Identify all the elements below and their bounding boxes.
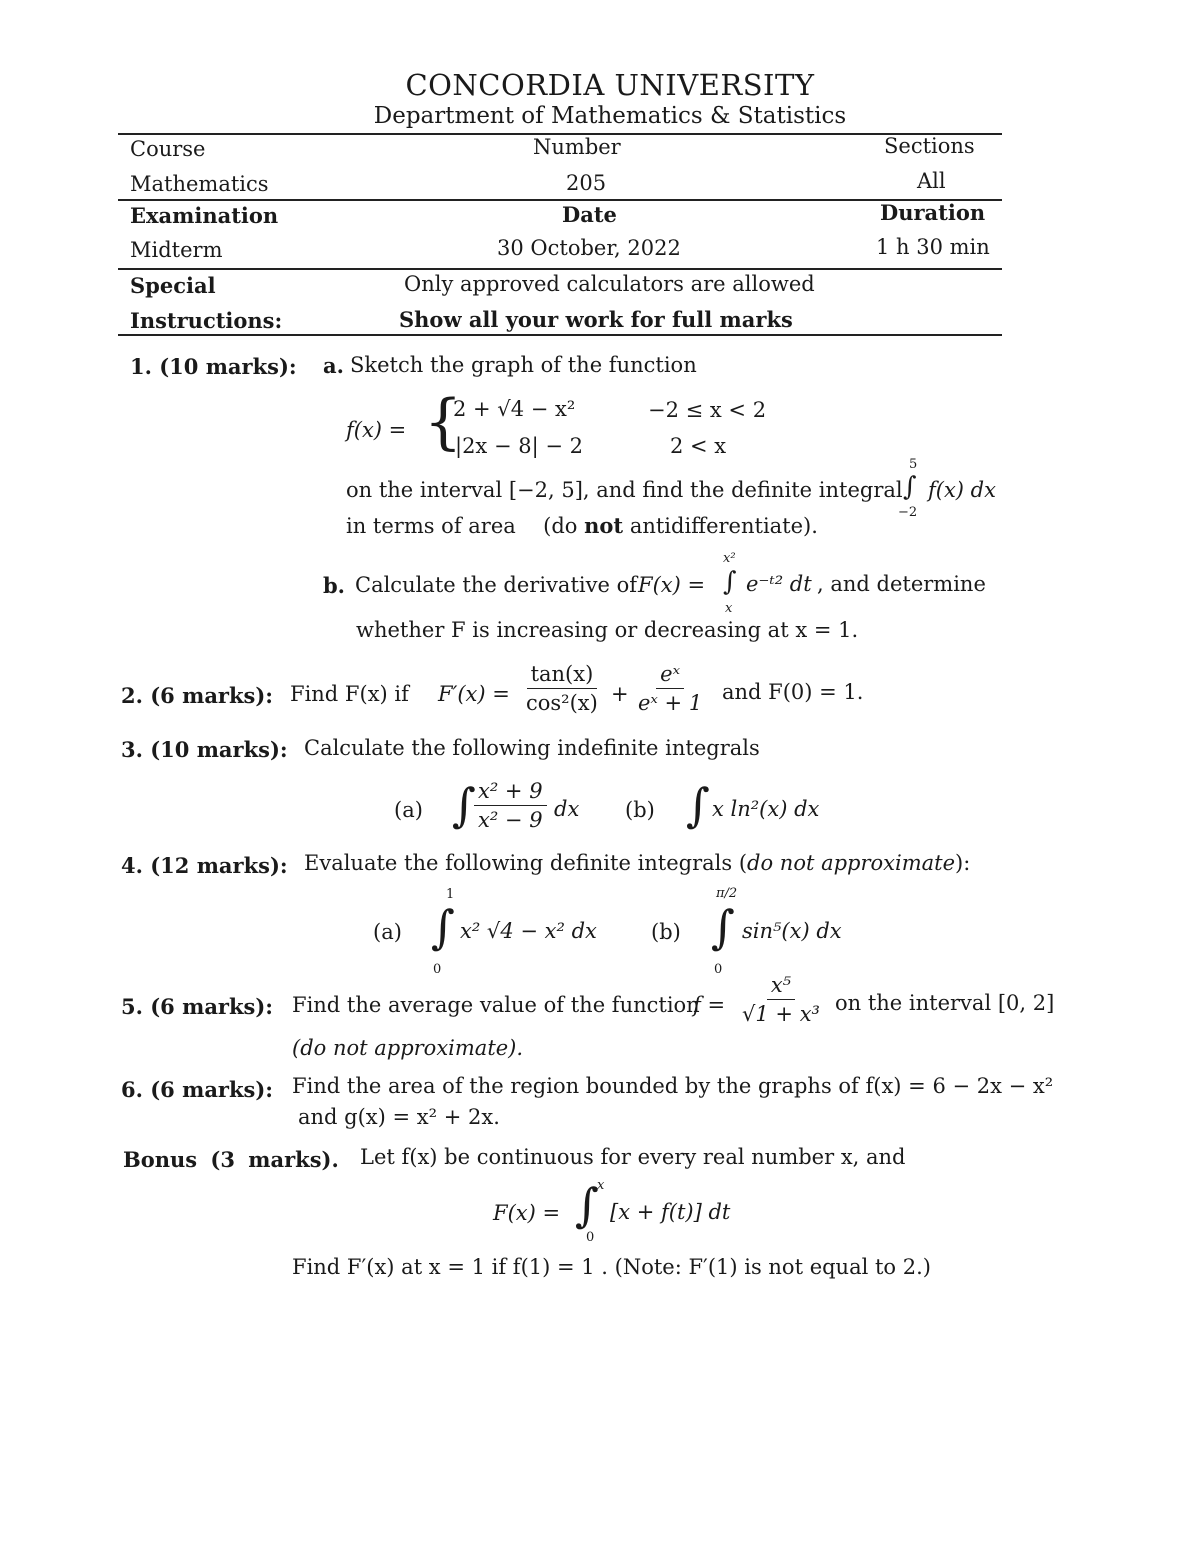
q2-text-1: Find F(x) if [290,682,409,706]
q4-b-body: sin⁵(x) dx [742,919,842,943]
q3-label: 3. (10 marks): [121,737,288,762]
bonus-upper: x [597,1178,605,1193]
q1-interval-text: on the interval [−2, 5], and find the definite integral [346,478,903,502]
q3-a-label: (a) [394,798,423,822]
header-sections: Sections [884,134,975,158]
q1-label: 1. (10 marks): [130,354,297,379]
q1-part-b-label: b. [323,573,345,598]
header-date: Date [562,202,617,227]
bonus-label: Bonus (3 marks). [123,1147,339,1172]
q5-text-1: Find the average value of the function [292,993,700,1017]
q1-integral-upper: 5 [909,457,918,472]
q4-b-integral-sign: ∫ [711,900,735,954]
q1-part-b-integral-sign: ∫ [723,567,737,597]
q4-a-integral-sign: ∫ [431,900,455,954]
q1-case2-expr: |2x − 8| − 2 [455,434,583,458]
bonus-integrand: [x + f(t)] dt [610,1200,731,1224]
q1-area-text-3: antidifferentiate). [629,514,818,538]
q1-part-b-integrand: e⁻ᵗ² dt [746,572,812,596]
q4-a-lower: 0 [433,962,442,977]
q2-text-2: and F(0) = 1. [722,680,864,704]
q1-area-text-2: (do [543,514,578,538]
q5-den: √1 + x³ [742,1002,820,1026]
q2-frac2 [634,662,706,715]
q5-text-2: on the interval [0, 2] [835,991,1055,1015]
value-date: 30 October, 2022 [497,236,681,260]
department-title: Department of Mathematics & Statistics [373,103,847,129]
q3-a-integral-sign: ∫ [452,778,476,832]
q2-frac2-num: eˣ [656,662,684,689]
q3-b-body: x ln²(x) dx [712,797,820,821]
value-number: 205 [566,171,607,195]
q1-part-a-label: a. [323,353,344,378]
q1-part-a-text: Sketch the graph of the function [350,353,697,377]
q4-text-1: Evaluate the following definite integrals ( [304,851,748,875]
q5-num: x⁵ [767,973,795,1000]
q5-text-3: (do not approximate). [292,1036,524,1060]
q1-integral-sign: ∫ [903,472,917,502]
q2-label: 2. (6 marks): [121,683,274,708]
q1-part-b-upper: x² [723,551,736,566]
q4-text [304,851,970,875]
bonus-F-lhs: F(x) = [493,1201,561,1225]
q1-part-b-text-2: , and determine [817,572,986,596]
q4-label: 4. (12 marks): [121,853,288,878]
q1-case2-cond: 2 < x [670,434,727,458]
special-label-1: Special [130,273,216,298]
q1-part-b-text-1: Calculate the derivative of [355,573,637,597]
q1-part-b-F: F(x) = [638,573,706,597]
q1-area-text-not: not [584,513,624,538]
table-rule-2 [118,199,1002,201]
q1-case1-expr: 2 + √4 − x² [453,397,576,421]
q2-lhs: F′(x) = [438,682,510,706]
bonus-integral-sign: ∫ [575,1178,599,1232]
q3-b-label: (b) [625,798,655,822]
bonus-text-2: Find F′(x) at x = 1 if f(1) = 1 . (Note: F′(1) is not equal to 2.) [292,1255,931,1279]
q3-b-integral-sign: ∫ [686,778,710,832]
q4-a-label: (a) [373,920,402,944]
q2-frac2-den: eˣ + 1 [638,691,703,715]
q5-frac [738,973,824,1026]
header-examination: Examination [130,203,279,228]
q1-case1-cond: −2 ≤ x < 2 [648,398,767,422]
q2-plus: + [611,682,629,706]
q2-frac1-num: tan(x) [527,662,598,689]
q1-brace: { [424,387,463,457]
university-title: CONCORDIA UNIVERSITY [405,68,815,102]
header-number: Number [533,135,621,159]
table-rule-3 [118,268,1002,270]
value-sections: All [917,169,946,193]
q5-lhs: f = [693,993,726,1017]
q4-a-body: x² √4 − x² dx [460,919,597,943]
q1-integral-lower: −2 [898,505,918,520]
q1-integral-body: f(x) dx [928,478,996,502]
header-duration: Duration [880,200,986,225]
special-text-1: Only approved calculators are allowed [404,272,815,296]
q1-f-lhs: f(x) = [346,418,407,442]
table-rule-bottom [118,334,1002,336]
q5-label: 5. (6 marks): [121,994,274,1019]
q4-text-2: ): [955,851,971,875]
special-label-2: Instructions: [130,308,283,333]
q4-text-italic: do not approximate [747,851,956,875]
q3-a-dx: dx [554,797,580,821]
q1-part-b-lower: x [725,601,733,616]
q6-label: 6. (6 marks): [121,1077,274,1102]
q4-b-lower: 0 [714,962,723,977]
q1-part-b-text-3: whether F is increasing or decreasing at x = 1. [356,618,859,642]
q3-a-frac [474,779,547,832]
value-examination: Midterm [130,238,223,262]
value-duration: 1 h 30 min [876,235,990,259]
q6-text-1: Find the area of the region bounded by the graphs of f(x) = 6 − 2x − x² [292,1074,1054,1098]
q1-area-text [346,513,818,538]
q1-area-text-1: in terms of area [346,514,516,538]
value-course: Mathematics [130,172,269,196]
q2-frac1-den: cos²(x) [526,691,598,715]
q3-a-den: x² − 9 [478,808,543,832]
q4-b-upper: π/2 [716,886,738,901]
q4-a-upper: 1 [446,887,455,902]
q6-text-2: and g(x) = x² + 2x. [298,1105,500,1129]
q4-b-label: (b) [651,920,681,944]
q2-frac1 [522,662,602,715]
bonus-lower: 0 [586,1230,595,1245]
bonus-text-1: Let f(x) be continuous for every real number x, and [360,1145,906,1169]
q3-a-num: x² + 9 [474,779,547,806]
q3-text: Calculate the following indefinite integrals [304,736,760,760]
header-course: Course [130,137,206,161]
special-text-2: Show all your work for full marks [399,307,793,332]
